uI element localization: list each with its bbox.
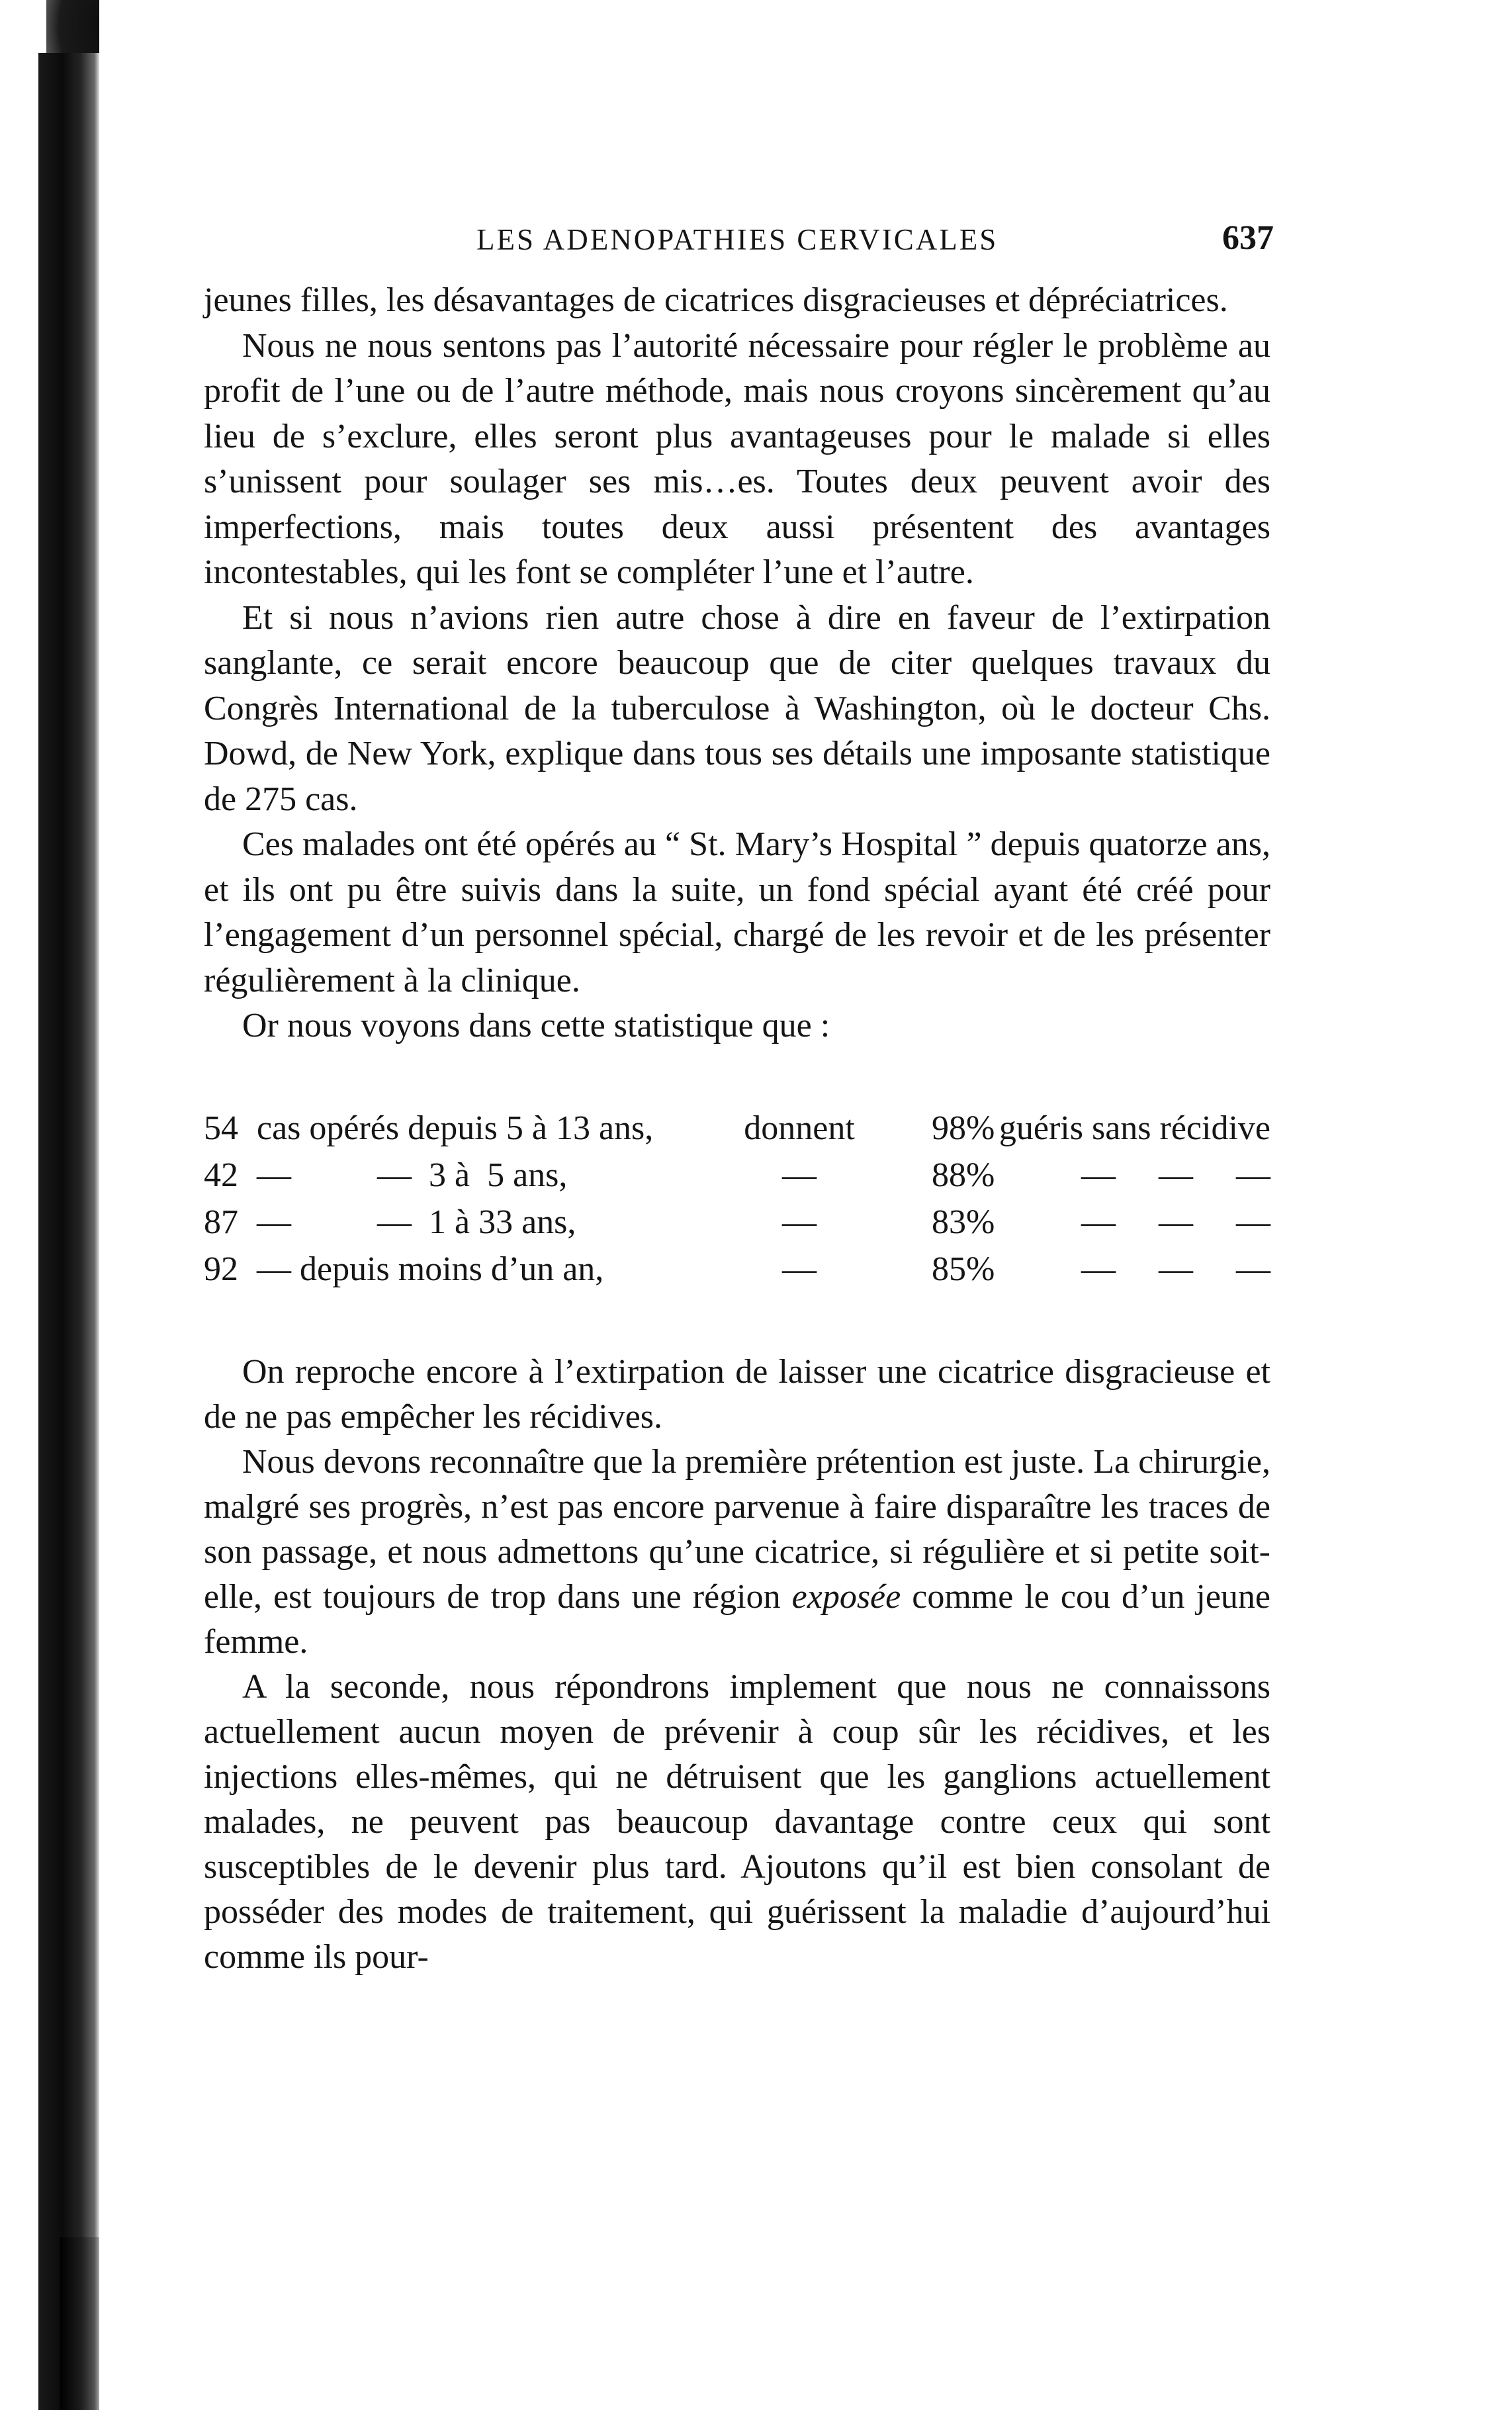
cell-count: 54	[204, 1109, 238, 1147]
cell-description: — — 3 à 5 ans,	[257, 1156, 568, 1194]
cell-verb: —	[782, 1156, 817, 1194]
cell-verb: donnent	[744, 1109, 855, 1147]
paragraph: jeunes filles, les désavantages de cicatrices disgracieuses et dépréciatrices.	[204, 281, 1228, 319]
cell-result: — — —	[1081, 1203, 1270, 1241]
cell-result: — — —	[1081, 1156, 1270, 1194]
page-binding-edge	[0, 0, 99, 2410]
table-row	[204, 1246, 1270, 1293]
cell-result: guéris sans récidive	[999, 1109, 1270, 1147]
cell-description: — depuis moins d’un an,	[257, 1250, 604, 1288]
cell-description: — — 1 à 33 ans,	[257, 1203, 576, 1241]
paragraph: A la seconde, nous répondrons implement que nous ne connaissons actuellement aucun moyen de prévenir à coup sûr les récidives, et les injections elles-mêmes, qui ne détruisent que les ganglions actuellement malades, ne peuvent pas beaucoup davantage contre ceux qui sont susceptibles de le devenir plus tard. Ajoutons qu’il est bien consolant de posséder des modes de traitement, qui guérissent la maladie d’aujourd’hui comme ils pour-	[204, 1667, 1270, 1976]
italic-word: exposée	[791, 1577, 901, 1616]
running-title: LES ADENOPATHIES CERVICALES	[476, 223, 999, 256]
body-text	[204, 278, 1270, 1980]
paragraph: On reproche encore à l’extirpation de laisser une cicatrice disgracieuse et de ne pas empêcher les récidives.	[204, 1352, 1270, 1436]
cell-percent: 88%	[932, 1156, 995, 1194]
cell-verb: —	[782, 1250, 817, 1288]
cell-count: 87	[204, 1203, 238, 1241]
paragraph: Et si nous n’avions rien autre chose à dire en faveur de l’extirpation sanglante, ce serait encore beaucoup que de citer quelques travaux du Congrès International de la tuberculose à Washington, où le docteur Chs. Dowd, de New York, explique dans tous ses détails une imposante statistique de 275 cas.	[204, 598, 1270, 818]
paragraph: Or nous voyons dans cette statistique que :	[242, 1007, 830, 1044]
paragraph: Ces malades ont été opérés au “ St. Mary’s Hospital ” depuis quatorze ans, et ils ont pu être suivis dans la suite, un fond spécial ayant été créé pour l’engagement d’un personnel spécial, chargé de les revoir et de les présenter régulièrement à la clinique.	[204, 825, 1270, 999]
cell-count: 92	[204, 1250, 238, 1288]
table-row	[204, 1199, 1270, 1246]
cell-result: — — —	[1081, 1250, 1270, 1288]
cell-percent: 83%	[932, 1203, 995, 1241]
paragraph	[204, 1440, 1270, 1665]
paragraph: Nous ne nous sentons pas l’autorité nécessaire pour régler le problème au profit de l’une ou de l’autre méthode, mais nous croyons sincèrement qu’au lieu de s’exclure, elles seront plus avantageuses pour le malade si elles s’unissent pour soulager ses mis…es. Toutes deux peuvent avoir des imperfections, mais toutes deux aussi présentent des avantages incontestables, qui les font se compléter l’une et l’autre.	[204, 326, 1270, 591]
cell-percent: 98%	[932, 1109, 995, 1147]
cell-count: 42	[204, 1156, 238, 1194]
paragraph-text: comme le cou d’un jeune femme.	[204, 1577, 1270, 1661]
cell-verb: —	[782, 1203, 817, 1241]
table-row	[204, 1152, 1270, 1199]
cell-description: cas opérés depuis 5 à 13 ans,	[257, 1109, 654, 1147]
statistics-table	[204, 1105, 1270, 1293]
binding-fray	[60, 2237, 99, 2410]
page-header	[205, 218, 1274, 265]
page-number: 637	[1222, 219, 1274, 257]
paragraph-text: Nous devons reconnaître que la première prétention est juste. La chirurgie, malgré ses progrès, n’est pas encore parvenue à faire disparaître les traces de son passage, et nous admettons qu’une cicatrice, si régulière et si petite soit-elle, est toujours de trop dans une région	[204, 1442, 1270, 1616]
cell-percent: 85%	[932, 1250, 995, 1288]
table-row	[204, 1105, 1270, 1152]
binding-shadow	[38, 53, 99, 2410]
